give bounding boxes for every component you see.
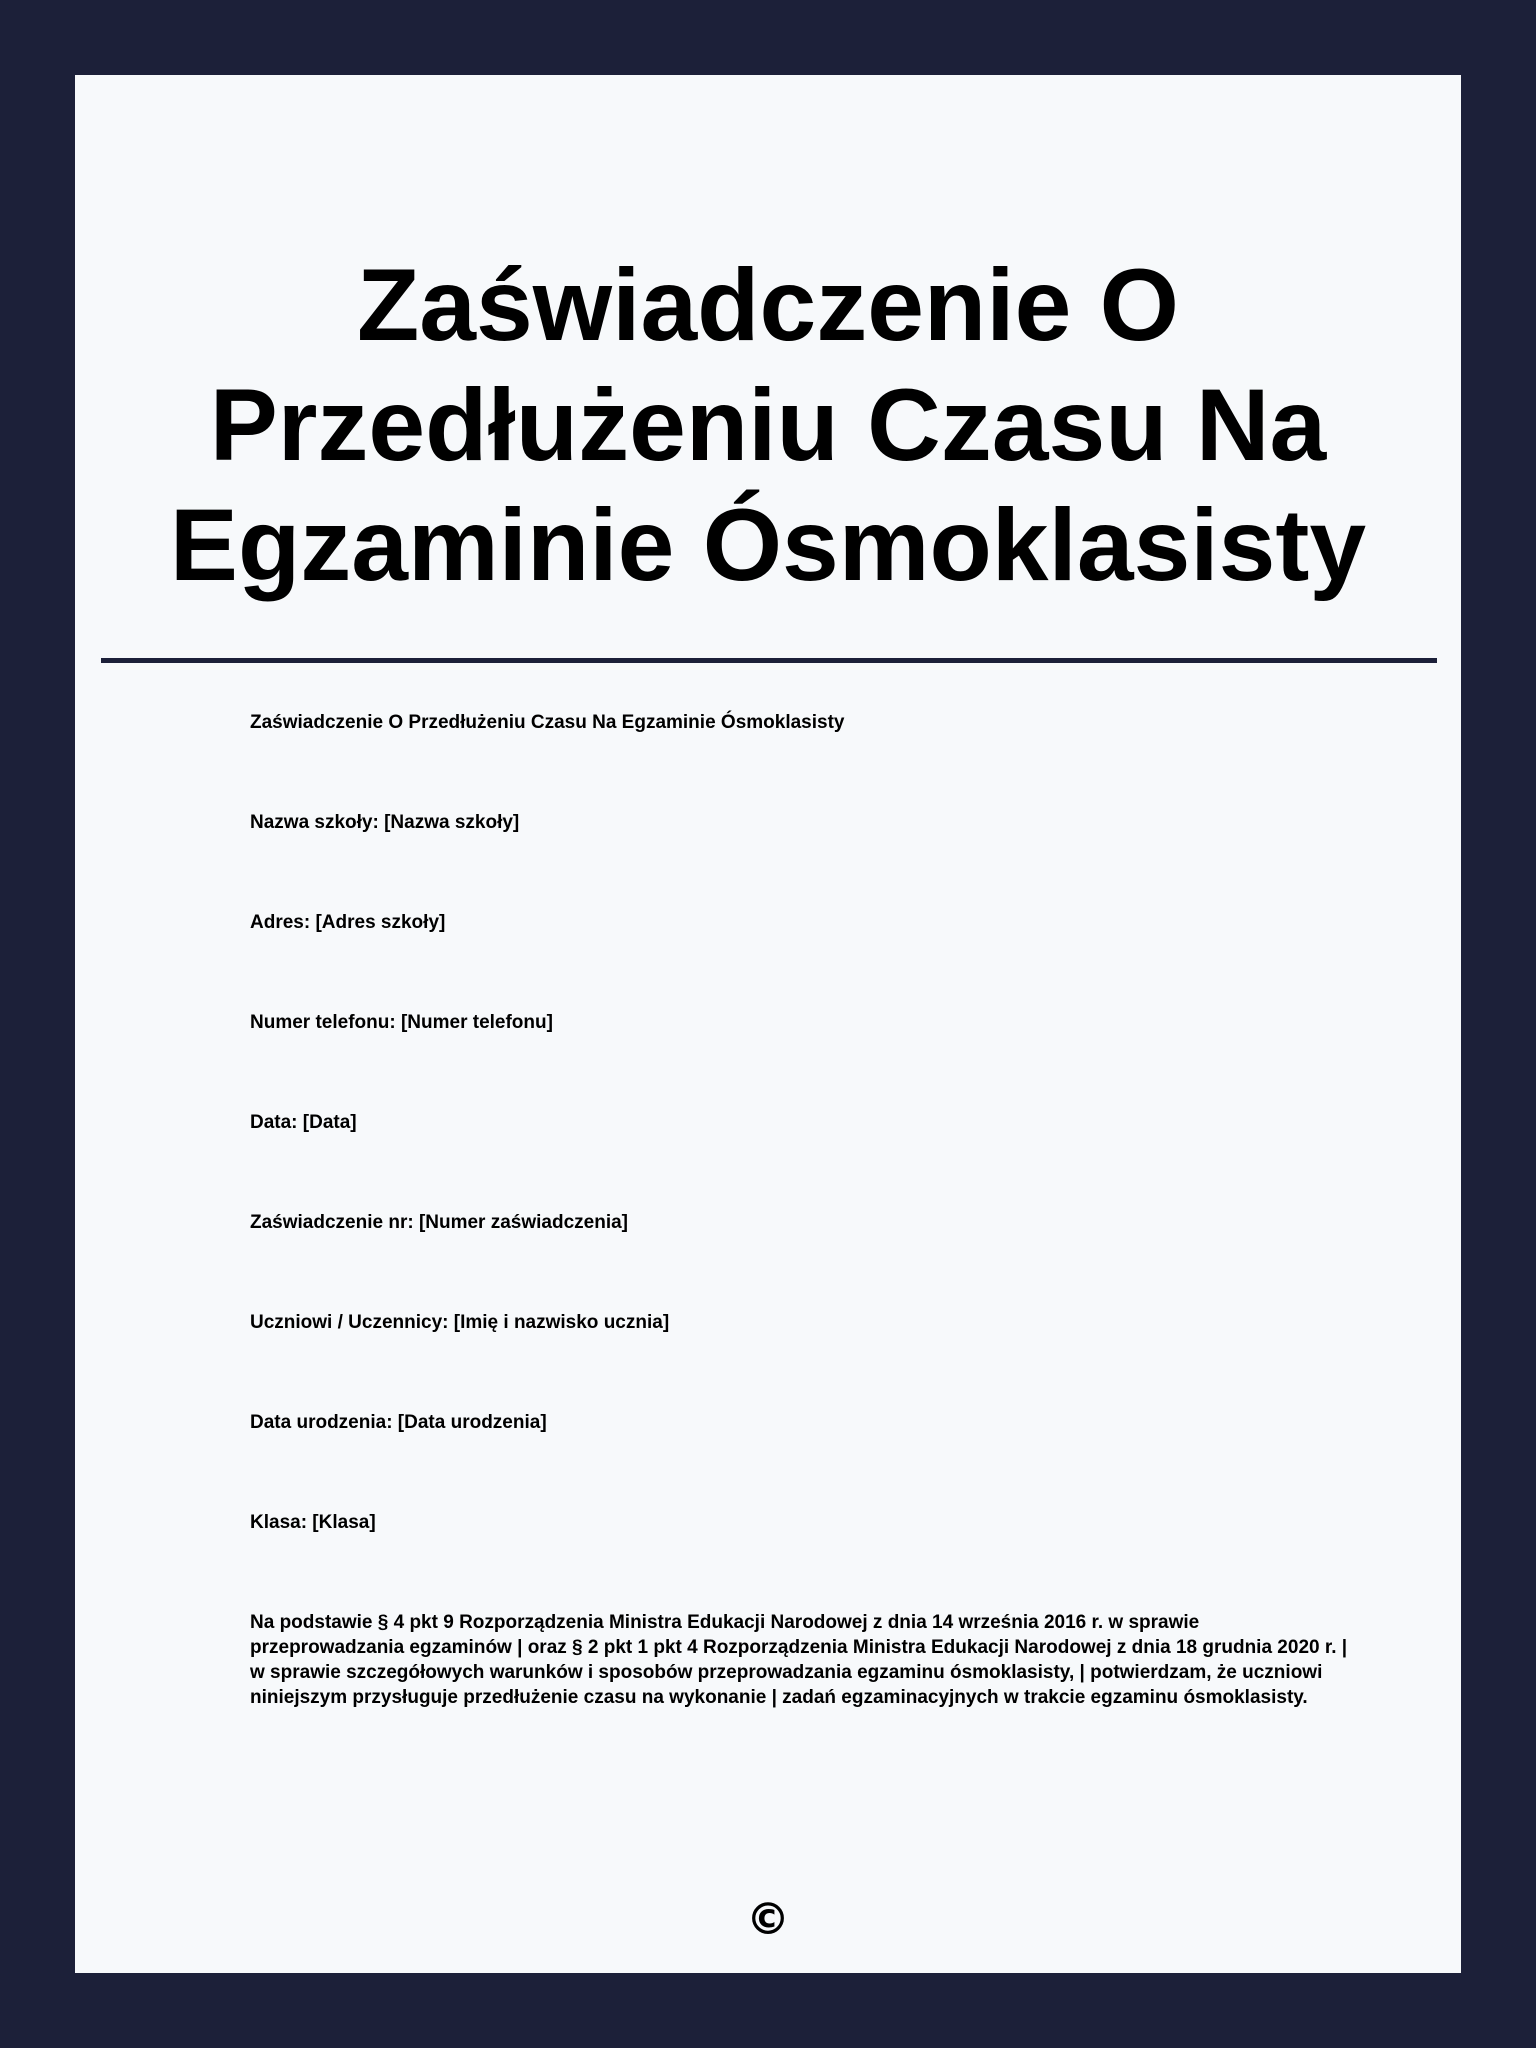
school-name-field: Nazwa szkoły: [Nazwa szkoły] <box>250 812 520 833</box>
document-page <box>75 75 1461 1973</box>
certificate-number-field: Zaświadczenie nr: [Numer zaświadczenia] <box>250 1212 629 1233</box>
phone-field: Numer telefonu: [Numer telefonu] <box>250 1012 553 1033</box>
title-divider <box>101 658 1437 663</box>
student-field: Uczniowi / Uczennicy: [Imię i nazwisko ucznia] <box>250 1312 670 1333</box>
copyright-icon: © <box>746 1894 790 1945</box>
birth-date-field: Data urodzenia: [Data urodzenia] <box>250 1412 547 1433</box>
document-subtitle: Zaświadczenie O Przedłużeniu Czasu Na Egzaminie Ósmoklasisty <box>250 712 845 733</box>
page-title: Zaświadczenie O Przedłużeniu Czasu Na Egzaminie Ósmoklasisty <box>169 248 1367 602</box>
date-field: Data: [Data] <box>250 1112 357 1133</box>
address-field: Adres: [Adres szkoły] <box>250 912 446 933</box>
certificate-body-text: Na podstawie § 4 pkt 9 Rozporządzenia Ministra Edukacji Narodowej z dnia 14 września 2016 r. w sprawie przeprowadzania egzaminów | oraz § 2 pkt 1 pkt 4 Rozporządzenia Ministra Edukacji Narodowej z dnia 18 grudnia 2020 r. | w sprawie szczegółowych warunków i sposobów przeprowadzania egzaminu ósmoklasisty, | potwierdzam, że uczniowi niniejszym przysługuje przedłużenie czasu na wykonanie | zadań egzaminacyjnych w trakcie egzaminu ósmoklasisty. <box>250 1612 1348 1708</box>
class-field: Klasa: [Klasa] <box>250 1512 376 1533</box>
